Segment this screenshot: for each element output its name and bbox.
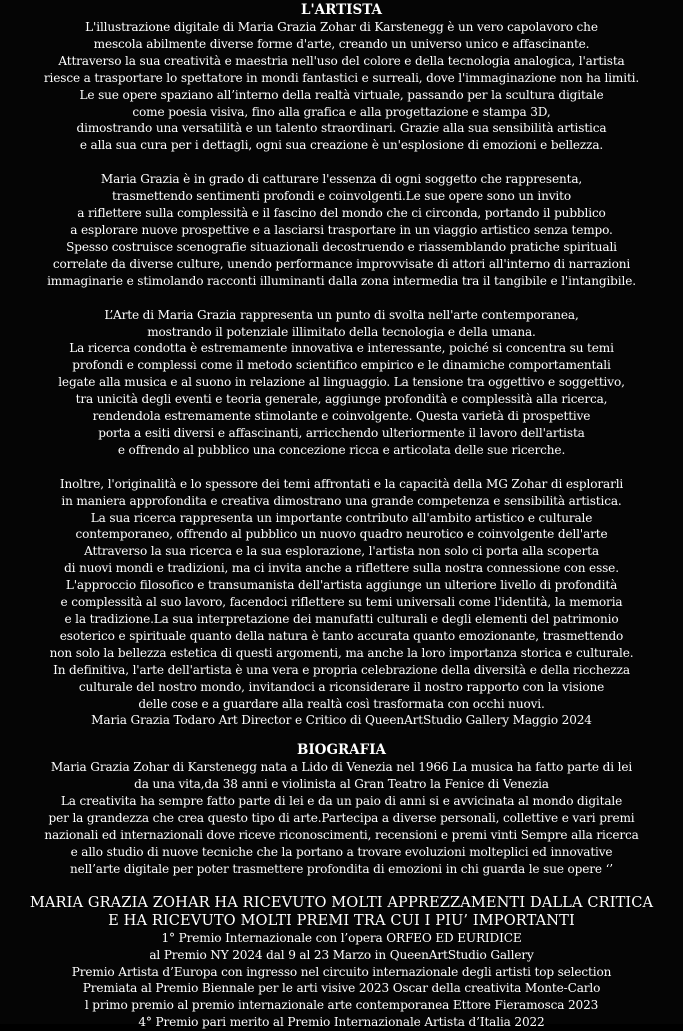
artista-title: L'ARTISTA	[301, 2, 382, 18]
award-line: 1° Premio Internazionale con l’opera ORFEO ED EURIDICE	[161, 930, 522, 945]
paragraph-spacer	[6, 459, 677, 476]
text-line: Maria Grazia Zohar di Karstenegg nata a Lido di Venezia nel 1966 La musica ha fatto parte di lei	[50, 760, 633, 775]
text-line: e alla sua cura per i dettagli, ogni sua creazione è un'esplosione di emozioni e bellezza.	[79, 138, 604, 153]
paragraph-spacer	[6, 154, 677, 171]
award-line: l primo premio al premio internazionale arte contemporanea Ettore Fieramosca 2023	[84, 998, 599, 1013]
text-line: mostrando il potenziale illimitato della tecnologia e della umana.	[147, 324, 536, 339]
text-line: e complessità al suo lavoro, facendoci riflettere su temi universali come l'identità, la memoria	[60, 595, 623, 610]
text-line: In definitiva, l'arte dell'artista è una vera e propria celebrazione della diversità e della ricchezza	[53, 662, 630, 677]
text-line: legate alla musica e al suono in relazione al linguaggio. La tensione tra oggettivo e soggettivo,	[58, 375, 625, 390]
text-line: Maria Grazia è in grado di catturare l'essenza di ogni soggetto che rappresenta,	[100, 172, 583, 187]
text-line: culturale del nostro mondo, invitandoci a riconsiderare il nostro rapporto con la visione	[78, 679, 605, 694]
text-line: profondi e complessi come il metodo scientifico empirico e le dinamiche comportamentali	[72, 358, 611, 373]
text-line: L’Arte di Maria Grazia rappresenta un punto di svolta nell'arte contemporanea,	[104, 307, 579, 322]
biografia-text	[6, 759, 677, 877]
text-line: immaginarie e stimolando racconti illuminanti dalla zona intermedia tra il tangibile e l'intangibile.	[47, 273, 636, 288]
text-line: a esplorare nuove prospettive e a lasciarsi trasportare in un viaggio artistico senza tempo.	[70, 222, 613, 237]
text-line: e la tradizione.La sua interpretazione dei manufatti culturali e degli elementi del patrimonio	[64, 612, 619, 626]
text-line: contemporaneo, offrendo al pubblico un nuovo quadro neurotico e coinvolgente dell'arte	[75, 527, 608, 542]
headline-line: MARIA GRAZIA ZOHAR HA RICEVUTO MOLTI APPREZZAMENTI DALLA CRITICA	[29, 893, 654, 911]
paragraph-spacer	[6, 290, 677, 307]
text-line: Le sue opere spaziano all’interno della realtà virtuale, passando per la scultura digitale	[79, 87, 604, 102]
text-line: in maniera approfondita e creativa dimostrano una grande competenza e sensibilità artistica.	[61, 493, 622, 508]
text-line: per la grandezza che crea questo tipo di arte.Partecipa a diverse personali, collettive e vari premi	[48, 811, 635, 826]
text-line: a riflettere sulla complessità e il fascino del mondo che ci circonda, portando il pubblico	[77, 206, 606, 221]
text-line: correlate da diverse culture, unendo performance improvvisate di attori all'interno di narrazioni	[52, 256, 631, 271]
section-spacer	[6, 878, 677, 894]
premi-list	[6, 930, 677, 1031]
text-line: Spesso costruisce scenografie situazionali decostruendo e riassemblando pratiche spirituali	[66, 239, 617, 254]
text-line: La ricerca condotta è estremamente innovativa e interessante, poiché si concentra su temi	[69, 341, 614, 356]
text-line: Attraverso la sua creatività e maestria nell'uso del colore e della tecnologia analogica, l'artista	[58, 53, 625, 68]
text-line: mescola abilmente diverse forme d'arte, creando un universo unico e affascinante.	[93, 36, 590, 51]
text-line: porta a esiti diversi e affascinanti, arricchendo ulteriormente il lavoro dell'artista	[98, 425, 585, 440]
text-line: esoterico e spirituale quanto della natura è tanto accurata quanto emozionante, trasmettendo	[59, 628, 624, 643]
text-line: come poesia visiva, fino alla grafica e alla progettazione e stampa 3D,	[132, 104, 551, 119]
text-line: non solo la bellezza estetica di questi argomenti, ma anche la loro importanza storica e culturale.	[49, 645, 634, 660]
text-line: rendendola estremamente stimolante e coinvolgente. Questa varietà di prospettive	[92, 409, 591, 424]
text-line: nell’arte digitale per poter trasmettere profondita di emozioni in chi guarda le sue opere ‘’	[70, 861, 613, 876]
text-line: da una vita,da 38 anni e violinista al Gran Teatro la Fenice di Venezia	[134, 777, 549, 792]
text-line: di nuovi mondi e tradizioni, ma ci invita anche a riflettere sulla nostra connessione con esse.	[64, 561, 619, 576]
headline-line: E HA RICEVUTO MOLTI PREMI TRA CUI I PIU’ IMPORTANTI	[108, 911, 575, 929]
artista-paragraph-3	[6, 307, 677, 459]
section-spacer	[6, 729, 677, 742]
text-line: trasmettendo sentimenti profondi e coinvolgenti.Le sue opere sono un invito	[112, 189, 571, 204]
text-line: tra unicità degli eventi e teoria generale, aggiunge profondità e complessità alla ricerca,	[75, 392, 608, 407]
award-line: al Premio NY 2024 dal 9 al 23 Marzo in QueenArtStudio Gallery	[149, 947, 534, 962]
text-line: L'illustrazione digitale di Maria Grazia Zohar di Karstenegg è un vero capolavoro che	[85, 20, 598, 34]
text-line: La creativita ha sempre fatto parte di lei e da un paio di anni si e avvicinata al mondo digitale	[60, 794, 623, 809]
text-line: dimostrando una versatilità e un talento straordinari. Grazie alla sua sensibilità artistica	[76, 121, 607, 136]
text-line: riesce a trasportare lo spettatore in mondi fantastici e surreali, dove l'immaginazione non ha limiti.	[43, 70, 640, 85]
signature-line: Maria Grazia Todaro Art Director e Critico di QueenArtStudio Gallery Maggio 2024	[91, 713, 592, 728]
text-line: e offrendo al pubblico una concezione ricca e articolata delle sue ricerche.	[117, 442, 566, 457]
text-line: La sua ricerca rappresenta un importante contributo all'ambito artistico e culturale	[90, 510, 593, 525]
text-line: L'approccio filosofico e transumanista dell'artista aggiunge un ulteriore livello di profondità	[65, 578, 618, 593]
text-line: Attraverso la sua ricerca e la sua esplorazione, l'artista non solo ci porta alla scoperta	[84, 544, 599, 559]
premi-headline	[6, 894, 677, 930]
artista-paragraph-4	[6, 476, 677, 730]
artista-paragraph-1	[6, 19, 677, 154]
text-line: nazionali ed internazionali dove riceve riconoscimenti, recensioni e premi vinti Sempre alla ricerca	[44, 827, 639, 842]
text-line: e allo studio di nuove tecniche che la portano a trovare evoluzioni molteplici ed innovative	[70, 844, 613, 859]
biografia-title: BIOGRAFIA	[296, 742, 387, 759]
award-line: Premio Artista d’Europa con ingresso nel circuito internazionale degli artisti top selection	[71, 964, 612, 979]
text-line: delle cose e a guardare alla realtà così trasformata con occhi nuovi.	[138, 696, 545, 711]
text-line: Inoltre, l'originalità e lo spessore dei temi affrontati e la capacità della MG Zohar di esplorarli	[59, 476, 624, 491]
award-line: 4° Premio pari merito al Premio Internazionale Artista d’Italia 2022	[138, 1015, 545, 1030]
artista-paragraph-2	[6, 171, 677, 289]
award-line: Premiata al Premio Biennale per le arti visive 2023 Oscar della creativita Monte-Carlo	[82, 981, 601, 996]
